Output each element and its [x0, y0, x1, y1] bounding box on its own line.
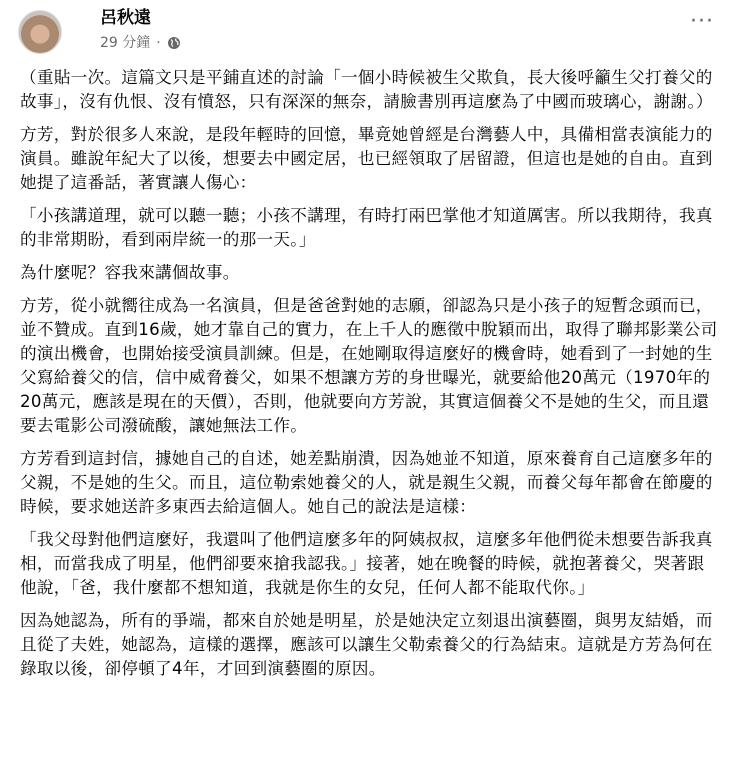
post-body	[20, 66, 720, 690]
more-options-icon[interactable]: ···	[690, 9, 714, 34]
post-header	[18, 4, 181, 60]
post-subline	[100, 33, 181, 53]
globe-icon	[167, 36, 181, 50]
post-paragraph: 因為她認為，所有的爭端，都來自於她是明星，於是她決定立刻退出演藝圈，與男友結婚，而且從了夫姓，她認為，這樣的選擇，應該可以讓生父勒索養父的行為結束。這就是方芳為何在錄取以後，卻停頓了4年，才回到演藝圈的原因。	[20, 611, 713, 678]
post-paragraph: 方芳看到這封信，據她自己的自述，她差點崩潰，因為她並不知道，原來養育自己這麼多年的父親，不是她的生父。而且，這位勒索她養父的人，就是親生父親，而養父每年都會在節慶的時候，要求她送許多東西去給這個人。她自己的說法是這樣：	[20, 449, 713, 516]
post-paragraph: 方芳，從小就嚮往成為一名演員，但是爸爸對她的志願，卻認為只是小孩子的短暫念頭而已，並不贊成。直到16歲，她才靠自己的實力，在上千人的應徵中脫穎而出，取得了聯邦影業公司的演出機會，也開始接受演員訓練。但是，在她剛取得這麼好的機會時，她看到了一封她的生父寫給養父的信，信中威脅養父，如果不想讓方芳的身世曝光，就要給他20萬元（1970年的20萬元，應該是現在的天價），否則，他就要向方芳說，其實這個養父不是她的生父，而且還要去電影公司潑硫酸，讓她無法工作。	[20, 296, 718, 435]
post-timestamp[interactable]: 29 分鐘	[100, 35, 151, 51]
post-paragraph: 為什麼呢？容我來講個故事。	[20, 263, 240, 282]
post-paragraph: （重貼一次。這篇文只是平鋪直述的討論「一個小時候被生父欺負，長大後呼籲生父打養父的故事」，沒有仇恨、沒有憤怒，只有深深的無奈，請臉書別再這麼為了中國而玻璃心，謝謝。）	[20, 68, 713, 111]
post-meta	[100, 7, 181, 53]
avatar[interactable]	[18, 10, 62, 54]
separator-dot: ·	[156, 35, 161, 51]
post-paragraph: 「我父母對他們這麼好，我還叫了他們這麼多年的阿姨叔叔，這麼多年他們從未想要告訴我真相，而當我成了明星，他們卻要來搶我認我。」接著，她在晚餐的時候，就抱著養父，哭著跟他說，「爸，我什麼都不想知道，我就是你生的女兒，任何人都不能取代你。」	[20, 530, 713, 597]
post-paragraph: 「小孩講道理，就可以聽一聽；小孩不講理，有時打兩巴掌他才知道厲害。所以我期待，我真的非常期盼，看到兩岸統一的那一天。」	[20, 206, 713, 249]
author-name[interactable]: 呂秋遠	[100, 8, 151, 28]
post-paragraph: 方芳，對於很多人來說，是段年輕時的回憶，畢竟她曾經是台灣藝人中，具備相當表演能力的演員。雖說年紀大了以後，想要去中國定居，也已經領取了居留證，但這也是她的自由。直到她提了這番話，著實讓人傷心：	[20, 125, 713, 192]
